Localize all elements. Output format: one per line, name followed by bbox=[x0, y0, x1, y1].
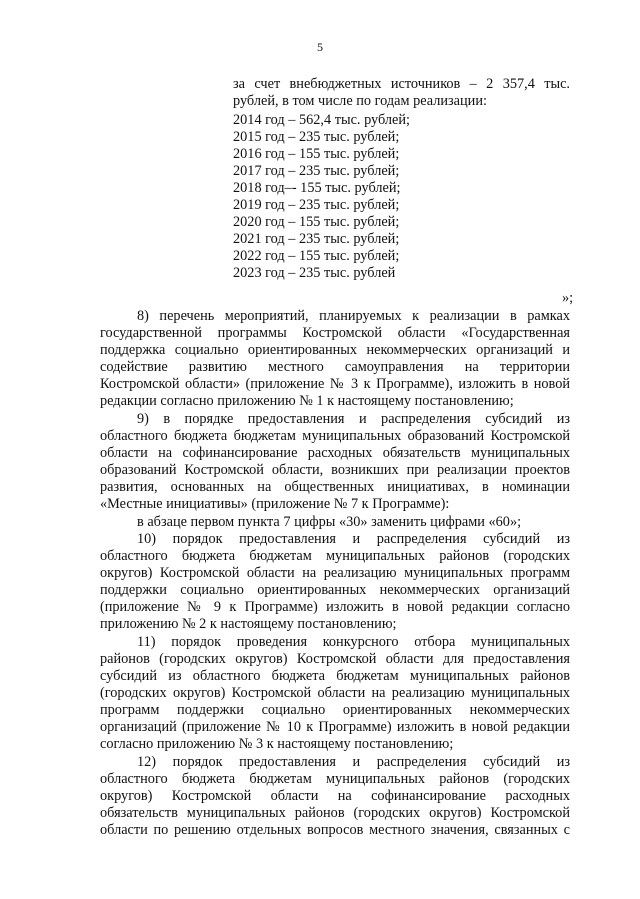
paragraph-line: поддержка социально ориентированных некоммерческих организаций и bbox=[100, 342, 570, 358]
paragraph-line: 8) перечень мероприятий, планируемых к реализации в рамках bbox=[137, 308, 570, 324]
funding-line: рублей, в том числе по годам реализации: bbox=[233, 93, 487, 109]
paragraph-line: поддержки социально ориентированных некоммерческих организаций bbox=[100, 582, 570, 598]
paragraph-line: областного бюджета бюджетам муниципальных районов (городских bbox=[100, 771, 570, 787]
paragraph-line: Костромской области» (приложение № 3 к Программе), изложить в новой bbox=[100, 376, 570, 392]
paragraph-line: редакции согласно приложению № 1 к настоящему постановлению; bbox=[100, 393, 514, 409]
year-line: 2020 год – 155 тыс. рублей; bbox=[233, 214, 400, 230]
paragraph-line: районов (городских округов) Костромской области для предоставления bbox=[100, 651, 570, 667]
paragraph-line: содействие развитию местного самоуправления на территории bbox=[100, 359, 570, 375]
year-line: 2019 год – 235 тыс. рублей; bbox=[233, 197, 400, 213]
paragraph-line: 11) порядок проведения конкурсного отбора муниципальных bbox=[137, 634, 570, 650]
page-number: 5 bbox=[317, 40, 323, 54]
paragraph-line: обязательств муниципальных районов (городских округов) Костромской bbox=[100, 805, 570, 821]
closing-quote: »; bbox=[562, 290, 574, 306]
year-line: 2023 год – 235 тыс. рублей bbox=[233, 265, 396, 281]
funding-line: за счет внебюджетных источников – 2 357,4 тыс. bbox=[233, 76, 570, 92]
paragraph-line: «Местные инициативы» (приложение № 7 к Программе): bbox=[100, 496, 450, 512]
paragraph-line: 10) порядок предоставления и распределения субсидий из bbox=[137, 531, 570, 547]
year-line: 2017 год – 235 тыс. рублей; bbox=[233, 163, 400, 179]
paragraph-line: области по решению отдельных вопросов местного значения, связанных с bbox=[100, 822, 570, 838]
paragraph-line: образований Костромской области, возникших при реализации проектов bbox=[100, 462, 570, 478]
paragraph-line: организаций (приложение № 10 к Программе) изложить в новой редакции bbox=[100, 719, 570, 735]
year-line: 2014 год – 562,4 тыс. рублей; bbox=[233, 112, 411, 128]
paragraph-line: в абзаце первом пункта 7 цифры «30» заменить цифрами «60»; bbox=[137, 514, 522, 530]
paragraph-line: (городских округов) Костромской области на реализацию муниципальных bbox=[100, 685, 570, 701]
year-line: 2021 год – 235 тыс. рублей; bbox=[233, 231, 400, 247]
paragraph-line: программ поддержки социально ориентированных некоммерческих bbox=[100, 702, 570, 718]
year-line: 2015 год – 235 тыс. рублей; bbox=[233, 129, 400, 145]
paragraph-line: субсидий из областного бюджета бюджетам муниципальных районов bbox=[100, 668, 570, 684]
paragraph-line: округов) Костромской области на софинансирование расходных bbox=[100, 788, 570, 804]
paragraph-line: приложению № 2 к настоящему постановлению; bbox=[100, 616, 397, 632]
paragraph-line: областного бюджета бюджетам муниципальных образований Костромской bbox=[100, 428, 570, 444]
paragraph-line: 12) порядок предоставления и распределения субсидий из bbox=[137, 754, 570, 770]
paragraph-line: согласно приложению № 3 к настоящему постановлению; bbox=[100, 736, 454, 752]
paragraph-line: (приложение № 9 к Программе) изложить в новой редакции согласно bbox=[100, 599, 570, 615]
paragraph-line: округов) Костромской области на реализацию муниципальных программ bbox=[100, 565, 570, 581]
year-line: 2022 год – 155 тыс. рублей; bbox=[233, 248, 400, 264]
year-line: 2016 год – 155 тыс. рублей; bbox=[233, 146, 400, 162]
paragraph-line: области на софинансирование расходных обязательств муниципальных bbox=[100, 445, 570, 461]
paragraph-line: государственной программы Костромской области «Государственная bbox=[100, 325, 570, 341]
year-line: 2018 год–- 155 тыс. рублей; bbox=[233, 180, 401, 196]
paragraph-line: 9) в порядке предоставления и распределения субсидий из bbox=[137, 411, 570, 427]
paragraph-line: областного бюджета бюджетам муниципальных районов (городских bbox=[100, 548, 570, 564]
paragraph-line: развития, основанных на общественных инициативах, в номинации bbox=[100, 479, 570, 495]
